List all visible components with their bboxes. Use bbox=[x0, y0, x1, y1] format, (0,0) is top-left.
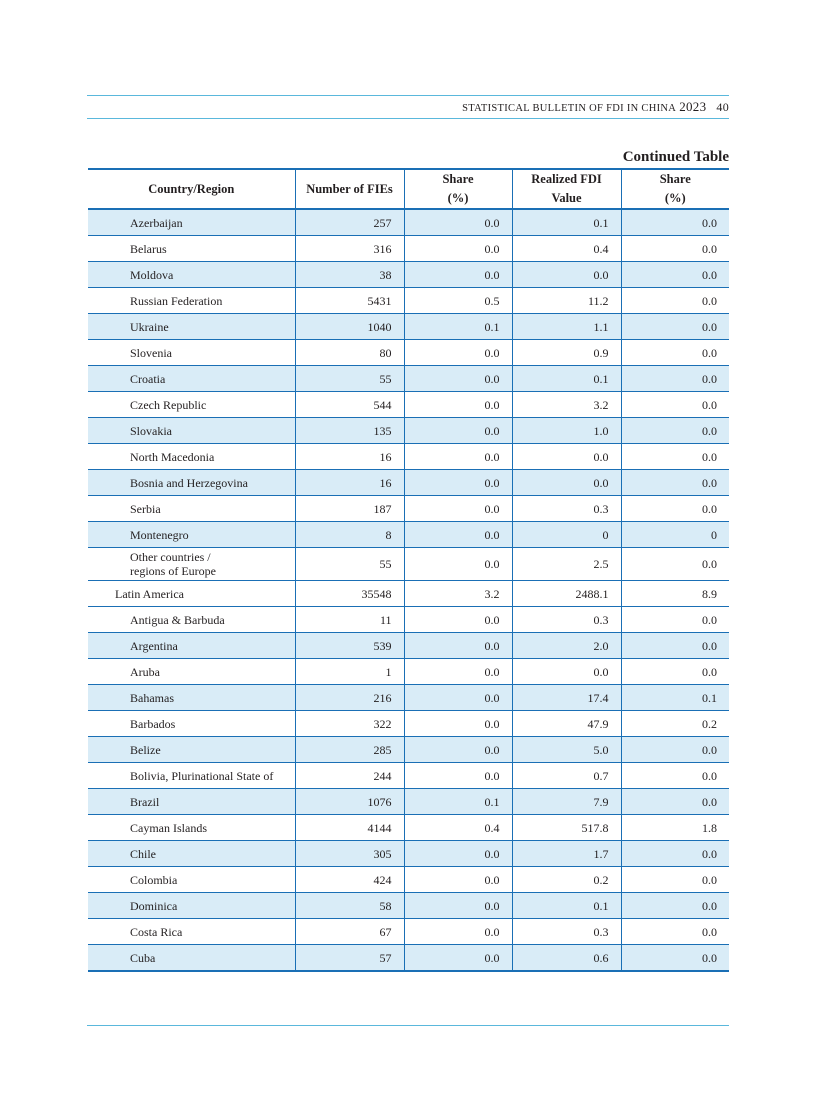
country-cell: Latin America bbox=[88, 581, 295, 607]
fdi-share-cell: 0.0 bbox=[621, 444, 729, 470]
share-cell: 0.1 bbox=[404, 314, 512, 340]
fdi-share-cell: 0.0 bbox=[621, 314, 729, 340]
fdi-share-cell: 0.0 bbox=[621, 548, 729, 581]
fdi-value-cell: 47.9 bbox=[512, 711, 621, 737]
share-cell: 0.0 bbox=[404, 633, 512, 659]
fdi-value-cell: 0.0 bbox=[512, 659, 621, 685]
country-cell: Croatia bbox=[88, 366, 295, 392]
share-cell: 0.0 bbox=[404, 418, 512, 444]
fies-cell: 16 bbox=[295, 470, 404, 496]
col-header-fdi: Realized FDI Value bbox=[512, 169, 621, 209]
country-cell: Cayman Islands bbox=[88, 815, 295, 841]
country-cell: Ukraine bbox=[88, 314, 295, 340]
fdi-share-cell: 0.0 bbox=[621, 366, 729, 392]
share-cell: 0.1 bbox=[404, 789, 512, 815]
fdi-table bbox=[88, 168, 729, 972]
share-cell: 0.0 bbox=[404, 262, 512, 288]
fies-cell: 1040 bbox=[295, 314, 404, 340]
fdi-value-cell: 0.0 bbox=[512, 470, 621, 496]
fies-cell: 1 bbox=[295, 659, 404, 685]
share-cell: 0.5 bbox=[404, 288, 512, 314]
country-cell: North Macedonia bbox=[88, 444, 295, 470]
fies-cell: 57 bbox=[295, 945, 404, 972]
fdi-share-cell: 0.0 bbox=[621, 209, 729, 236]
table-row bbox=[88, 470, 729, 496]
fdi-value-cell: 11.2 bbox=[512, 288, 621, 314]
fies-cell: 322 bbox=[295, 711, 404, 737]
fies-cell: 11 bbox=[295, 607, 404, 633]
fies-cell: 5431 bbox=[295, 288, 404, 314]
table-row bbox=[88, 633, 729, 659]
table-row bbox=[88, 581, 729, 607]
fies-cell: 16 bbox=[295, 444, 404, 470]
fdi-share-cell: 0.0 bbox=[621, 867, 729, 893]
fies-cell: 257 bbox=[295, 209, 404, 236]
fdi-share-cell: 0.0 bbox=[621, 262, 729, 288]
fdi-share-cell: 0.0 bbox=[621, 607, 729, 633]
fdi-share-cell: 8.9 bbox=[621, 581, 729, 607]
country-cell: Azerbaijan bbox=[88, 209, 295, 236]
table-row bbox=[88, 418, 729, 444]
country-cell: Chile bbox=[88, 841, 295, 867]
table-header-row bbox=[88, 169, 729, 209]
fdi-value-cell: 2.0 bbox=[512, 633, 621, 659]
fdi-value-cell: 7.9 bbox=[512, 789, 621, 815]
fies-cell: 187 bbox=[295, 496, 404, 522]
fies-cell: 55 bbox=[295, 366, 404, 392]
fdi-value-cell: 2488.1 bbox=[512, 581, 621, 607]
fies-cell: 544 bbox=[295, 392, 404, 418]
fdi-value-cell: 0.1 bbox=[512, 209, 621, 236]
share-cell: 0.0 bbox=[404, 711, 512, 737]
fies-cell: 305 bbox=[295, 841, 404, 867]
country-cell: Bolivia, Plurinational State of bbox=[88, 763, 295, 789]
country-cell: Belarus bbox=[88, 236, 295, 262]
table-caption: Continued Table bbox=[622, 149, 729, 165]
country-cell: Antigua & Barbuda bbox=[88, 607, 295, 633]
share-cell: 0.0 bbox=[404, 522, 512, 548]
share-cell: 0.0 bbox=[404, 340, 512, 366]
share-cell: 0.0 bbox=[404, 392, 512, 418]
table-row bbox=[88, 815, 729, 841]
country-cell: Colombia bbox=[88, 867, 295, 893]
col-header-share2: Share (%) bbox=[621, 169, 729, 209]
header-bottom-rule bbox=[87, 118, 729, 119]
fdi-share-cell: 0.0 bbox=[621, 919, 729, 945]
table-row bbox=[88, 262, 729, 288]
fies-cell: 8 bbox=[295, 522, 404, 548]
table-row bbox=[88, 496, 729, 522]
fdi-value-cell: 17.4 bbox=[512, 685, 621, 711]
table-row bbox=[88, 659, 729, 685]
table-row bbox=[88, 548, 729, 581]
fdi-share-cell: 0.0 bbox=[621, 945, 729, 972]
table-row bbox=[88, 945, 729, 972]
fdi-value-cell: 0.7 bbox=[512, 763, 621, 789]
share-cell: 0.0 bbox=[404, 737, 512, 763]
share-cell: 0.4 bbox=[404, 815, 512, 841]
fdi-share-cell: 0.0 bbox=[621, 789, 729, 815]
table-row bbox=[88, 236, 729, 262]
share-cell: 0.0 bbox=[404, 763, 512, 789]
col-header-share1: Share (%) bbox=[404, 169, 512, 209]
fdi-value-cell: 0.3 bbox=[512, 607, 621, 633]
country-cell: Other countries / regions of Europe bbox=[88, 548, 295, 581]
fies-cell: 135 bbox=[295, 418, 404, 444]
share-cell: 0.0 bbox=[404, 659, 512, 685]
share-cell: 0.0 bbox=[404, 444, 512, 470]
table-row bbox=[88, 314, 729, 340]
share-cell: 0.0 bbox=[404, 841, 512, 867]
table-row bbox=[88, 366, 729, 392]
share-cell: 0.0 bbox=[404, 867, 512, 893]
table-row bbox=[88, 209, 729, 236]
fdi-value-cell: 1.7 bbox=[512, 841, 621, 867]
country-cell: Dominica bbox=[88, 893, 295, 919]
fies-cell: 539 bbox=[295, 633, 404, 659]
fies-cell: 38 bbox=[295, 262, 404, 288]
country-cell: Czech Republic bbox=[88, 392, 295, 418]
fies-cell: 285 bbox=[295, 737, 404, 763]
col-header-fies: Number of FIEs bbox=[295, 169, 404, 209]
fdi-share-cell: 0.0 bbox=[621, 659, 729, 685]
fdi-value-cell: 0.3 bbox=[512, 919, 621, 945]
table-row bbox=[88, 841, 729, 867]
country-cell: Montenegro bbox=[88, 522, 295, 548]
fies-cell: 244 bbox=[295, 763, 404, 789]
fdi-value-cell: 517.8 bbox=[512, 815, 621, 841]
col-header-country: Country/Region bbox=[88, 169, 295, 209]
running-head bbox=[462, 99, 729, 115]
fies-cell: 1076 bbox=[295, 789, 404, 815]
fies-cell: 35548 bbox=[295, 581, 404, 607]
share-cell: 0.0 bbox=[404, 470, 512, 496]
fdi-value-cell: 0.0 bbox=[512, 444, 621, 470]
fdi-share-cell: 0.0 bbox=[621, 288, 729, 314]
fdi-share-cell: 0.0 bbox=[621, 470, 729, 496]
country-cell: Argentina bbox=[88, 633, 295, 659]
country-cell: Moldova bbox=[88, 262, 295, 288]
country-cell: Russian Federation bbox=[88, 288, 295, 314]
table-row bbox=[88, 789, 729, 815]
country-cell: Slovakia bbox=[88, 418, 295, 444]
table-row bbox=[88, 288, 729, 314]
fies-cell: 316 bbox=[295, 236, 404, 262]
fies-cell: 80 bbox=[295, 340, 404, 366]
table-row bbox=[88, 607, 729, 633]
table-row bbox=[88, 867, 729, 893]
fdi-share-cell: 0.0 bbox=[621, 340, 729, 366]
country-cell: Serbia bbox=[88, 496, 295, 522]
fdi-value-cell: 0.1 bbox=[512, 893, 621, 919]
table-row bbox=[88, 711, 729, 737]
fdi-share-cell: 0.0 bbox=[621, 841, 729, 867]
table-row bbox=[88, 444, 729, 470]
fies-cell: 4144 bbox=[295, 815, 404, 841]
fdi-share-cell: 0.0 bbox=[621, 418, 729, 444]
table-row bbox=[88, 763, 729, 789]
share-cell: 0.0 bbox=[404, 209, 512, 236]
fdi-share-cell: 0.0 bbox=[621, 763, 729, 789]
fdi-value-cell: 0.2 bbox=[512, 867, 621, 893]
table-row bbox=[88, 685, 729, 711]
share-cell: 0.0 bbox=[404, 607, 512, 633]
country-cell: Bosnia and Herzegovina bbox=[88, 470, 295, 496]
fdi-share-cell: 0.1 bbox=[621, 685, 729, 711]
fdi-share-cell: 0 bbox=[621, 522, 729, 548]
fdi-share-cell: 0.0 bbox=[621, 737, 729, 763]
fdi-value-cell: 5.0 bbox=[512, 737, 621, 763]
fdi-value-cell: 2.5 bbox=[512, 548, 621, 581]
fdi-share-cell: 0.0 bbox=[621, 236, 729, 262]
table-row bbox=[88, 737, 729, 763]
fdi-value-cell: 0.6 bbox=[512, 945, 621, 972]
share-cell: 0.0 bbox=[404, 685, 512, 711]
country-cell: Belize bbox=[88, 737, 295, 763]
country-cell: Cuba bbox=[88, 945, 295, 972]
fdi-share-cell: 0.0 bbox=[621, 633, 729, 659]
table-row bbox=[88, 392, 729, 418]
share-cell: 0.0 bbox=[404, 548, 512, 581]
table-row bbox=[88, 340, 729, 366]
fies-cell: 67 bbox=[295, 919, 404, 945]
country-cell: Costa Rica bbox=[88, 919, 295, 945]
country-cell: Barbados bbox=[88, 711, 295, 737]
share-cell: 0.0 bbox=[404, 496, 512, 522]
fdi-value-cell: 0.9 bbox=[512, 340, 621, 366]
fdi-value-cell: 0.1 bbox=[512, 366, 621, 392]
fdi-value-cell: 1.0 bbox=[512, 418, 621, 444]
fies-cell: 55 bbox=[295, 548, 404, 581]
fdi-share-cell: 0.0 bbox=[621, 392, 729, 418]
share-cell: 0.0 bbox=[404, 919, 512, 945]
table-row bbox=[88, 919, 729, 945]
country-cell: Brazil bbox=[88, 789, 295, 815]
share-cell: 3.2 bbox=[404, 581, 512, 607]
fies-cell: 58 bbox=[295, 893, 404, 919]
share-cell: 0.0 bbox=[404, 893, 512, 919]
table-row bbox=[88, 522, 729, 548]
fdi-value-cell: 0.3 bbox=[512, 496, 621, 522]
country-cell: Aruba bbox=[88, 659, 295, 685]
share-cell: 0.0 bbox=[404, 945, 512, 972]
footer-rule bbox=[87, 1025, 729, 1026]
fdi-value-cell: 0.0 bbox=[512, 262, 621, 288]
table-row bbox=[88, 893, 729, 919]
fdi-share-cell: 0.0 bbox=[621, 893, 729, 919]
fdi-value-cell: 0 bbox=[512, 522, 621, 548]
header-top-rule bbox=[87, 95, 729, 96]
fies-cell: 424 bbox=[295, 867, 404, 893]
fdi-value-cell: 0.4 bbox=[512, 236, 621, 262]
running-year: 2023 bbox=[679, 99, 707, 114]
page-number: 40 bbox=[716, 100, 729, 114]
share-cell: 0.0 bbox=[404, 236, 512, 262]
fdi-share-cell: 1.8 bbox=[621, 815, 729, 841]
country-cell: Slovenia bbox=[88, 340, 295, 366]
fdi-share-cell: 0.2 bbox=[621, 711, 729, 737]
fies-cell: 216 bbox=[295, 685, 404, 711]
running-title: STATISTICAL BULLETIN OF FDI IN CHINA bbox=[462, 103, 677, 114]
fdi-value-cell: 1.1 bbox=[512, 314, 621, 340]
fdi-value-cell: 3.2 bbox=[512, 392, 621, 418]
country-cell: Bahamas bbox=[88, 685, 295, 711]
fdi-share-cell: 0.0 bbox=[621, 496, 729, 522]
share-cell: 0.0 bbox=[404, 366, 512, 392]
